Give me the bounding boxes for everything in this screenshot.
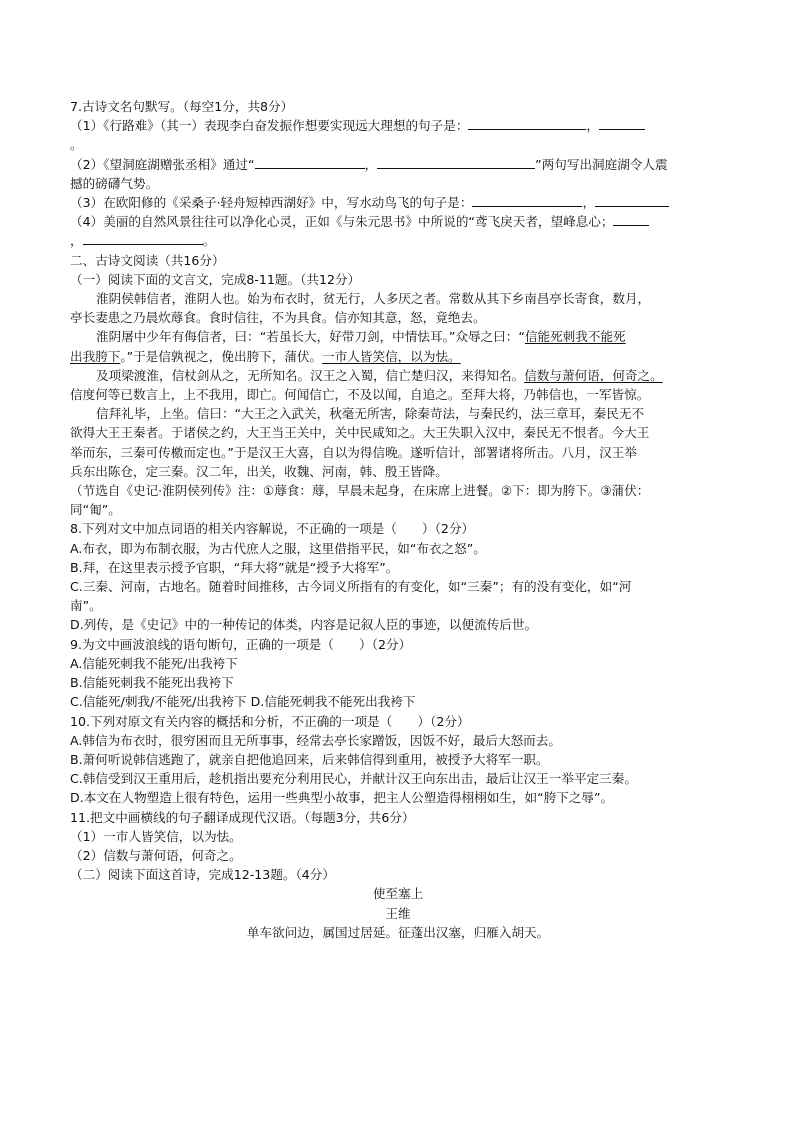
answer-blank[interactable] — [255, 156, 365, 169]
text-line — [70, 539, 726, 558]
line-text: A.韩信为布衣时，很穷困而且无所事事，经常去亭长家蹭饭，因饭不好，最后大怒而去。 — [70, 732, 561, 748]
line-text: （二）阅读下面这首诗，完成12-13题。（4分） — [70, 867, 335, 883]
line-text: C.信能死/刺我/不能死/出我袴下 D.信能死刺我不能死出我袴下 — [70, 694, 416, 710]
line-text: 。 — [70, 137, 83, 153]
text-line — [70, 500, 726, 519]
line-text: 举而东，三秦可传檄而定也。”于是汉王大喜，自以为得信晚。遂听信计，部署诸将所击。八月，汉王举 — [70, 444, 637, 460]
text-line — [70, 673, 726, 692]
text-line — [70, 174, 726, 193]
underlined-sentence: 信数与萧何语，何奇之。 — [524, 367, 663, 383]
text-line — [70, 481, 726, 500]
text-line — [70, 577, 726, 596]
text-line — [70, 270, 726, 289]
line-text: 亭长妻患之乃晨炊蓐食。食时信往，不为具食。信亦知其意，怒，竟绝去。 — [70, 310, 486, 326]
exam-page — [70, 97, 726, 942]
poem-line — [70, 923, 726, 942]
line-text: 9.为文中画波浪线的语句断句，正确的一项是（ ）（2分） — [70, 636, 412, 652]
text-line — [70, 865, 726, 884]
text-line — [70, 366, 726, 385]
line-text: （一）阅读下面的文言文，完成8-11题。（共12分） — [70, 271, 361, 287]
text-line — [70, 519, 726, 538]
text-line — [70, 155, 726, 174]
line-text: 信拜礼毕，上坐。信曰：“大王之入武关，秋毫无所害，除秦苛法，与秦民约，法三章耳，秦民无不 — [96, 406, 645, 422]
line-text: ， — [582, 195, 596, 211]
line-text: 王维 — [385, 905, 411, 921]
line-text: D.列传，是《史记》中的一种传记的体类，内容是记叙人臣的事迹，以便流传后世。 — [70, 617, 538, 633]
line-text: ， — [364, 156, 378, 172]
text-line — [70, 750, 726, 769]
line-text: （3）在欧阳修的《采桑子·轻舟短棹西湖好》中，写水动鸟飞的句子是： — [70, 195, 473, 211]
line-text: C.韩信受到汉王重用后，趁机指出要充分利用民心，并献计汉王向东出击，最后让汉王一举平定三秦。 — [70, 771, 637, 787]
line-text: 单车欲问边，属国过居延。征蓬出汉塞，归雁入胡天。 — [246, 924, 550, 940]
answer-blank[interactable] — [468, 117, 586, 130]
poem-line — [70, 884, 726, 903]
line-text: 及项梁渡淮，信杖剑从之，无所知名。汉王之入蜀，信亡楚归汉，来得知名。 — [96, 367, 525, 383]
text-line — [70, 327, 726, 346]
answer-blank[interactable] — [595, 194, 669, 207]
text-line — [70, 558, 726, 577]
line-text: ， — [586, 118, 600, 134]
line-text: 。”于是信孰视之，俛出胯下，蒲伏。 — [120, 348, 323, 364]
line-text: 撼的磅礴气势。 — [70, 175, 159, 191]
text-line — [70, 731, 726, 750]
text-line — [70, 769, 726, 788]
text-line — [70, 116, 726, 135]
text-line — [70, 654, 726, 673]
line-text: 信度何等已数言上，上不我用，即亡。何闻信亡，不及以闻，自追之。至拜大将，乃韩信也，一军皆惊。 — [70, 387, 650, 403]
line-text: （4）美丽的自然风景往往可以净化心灵，正如《与朱元思书》中所说的“鸢飞戾天者，望峰息心； — [70, 214, 614, 230]
line-text: 10.下列对原文有关内容的概括和分析，不正确的一项是（ ）（2分） — [70, 713, 470, 729]
underlined-sentence: 信能死刺我不能死 — [524, 329, 626, 345]
text-line — [70, 97, 726, 116]
line-text: 兵东出陈仓，定三秦。汉二年，出关，收魏、河南，韩、殷王皆降。 — [70, 463, 448, 479]
line-text: 使至塞上 — [372, 886, 424, 902]
text-line — [70, 404, 726, 423]
line-text: A.布衣，即为布制衣服，为古代庶人之服，这里借指平民，如“布衣之怒”。 — [70, 540, 486, 556]
line-text: 欲得大王王秦者。于诸侯之约，大王当王关中，关中民咸知之。大王失职入汉中，秦民无不恨者。今大王 — [70, 425, 650, 441]
answer-blank[interactable] — [83, 232, 203, 245]
text-line — [70, 827, 726, 846]
line-text: 淮阴侯韩信者，淮阴人也。始为布衣时，贫无行，人多厌之者。常数从其下乡南昌亭长寄食，数月， — [96, 291, 651, 307]
line-text: （节选自《史记·淮阴侯列传》注：①蓐食：蓐，早晨未起身，在床席上进餐。②下：即为胯下。③蒲伏： — [70, 483, 650, 499]
text-line — [70, 692, 726, 711]
underlined-sentence: 一市人皆笑信，以为怯。 — [322, 348, 461, 364]
line-text: B.拜，在这里表示授予官职，“拜大将”就是“授予大将军”。 — [70, 559, 399, 575]
text-line — [70, 289, 726, 308]
line-text: B.萧何听说韩信逃跑了，就亲自把他追回来，后来韩信得到重用，被授予大将军一职。 — [70, 751, 549, 767]
text-line — [70, 596, 726, 615]
text-line — [70, 846, 726, 865]
answer-blank[interactable] — [377, 156, 535, 169]
text-line — [70, 462, 726, 481]
line-text: A.信能死刺我不能死/出我袴下 — [70, 655, 238, 671]
line-text: 同“匍”。 — [70, 502, 121, 518]
text-line — [70, 135, 726, 154]
line-text: 7.古诗文名句默写。（每空1分，共8分） — [70, 99, 294, 114]
line-text: C.三秦、河南，古地名。随着时间推移，古今词义所指有的有变化，如“三秦”；有的没有变化，如“河 — [70, 579, 632, 595]
text-line — [70, 308, 726, 327]
line-text: 淮阴屠中少年有侮信者，曰：“若虽长大，好带刀剑，中情怯耳。”众辱之曰：“ — [96, 329, 525, 345]
line-text: 南”。 — [70, 598, 102, 614]
answer-blank[interactable] — [599, 117, 645, 130]
text-line — [70, 615, 726, 634]
line-text: （1）《行路难》（其一）表现李白奋发振作想要实现远大理想的句子是： — [70, 118, 469, 134]
line-text: （2）信数与萧何语，何奇之。 — [70, 847, 242, 863]
line-text: 。 — [202, 233, 216, 249]
text-line — [70, 808, 726, 827]
text-line — [70, 788, 726, 807]
line-text: ， — [70, 233, 83, 249]
text-line — [70, 423, 726, 442]
text-line — [70, 193, 726, 212]
line-text: （2）《望洞庭湖赠张丞相》通过“ — [70, 156, 255, 172]
text-line — [70, 347, 726, 366]
line-text: 二、古诗文阅读（共16分） — [70, 252, 225, 268]
underlined-sentence: 出我胯下 — [70, 348, 121, 364]
text-line — [70, 385, 726, 404]
line-text: D.本文在人物塑造上很有特色，运用一些典型小故事，把主人公塑造得栩栩如生，如“胯下之辱”。 — [70, 790, 614, 806]
line-text: ”两句写出洞庭湖令人震 — [535, 156, 668, 172]
line-text: 8.下列对文中加点词语的相关内容解说，不正确的一项是（ ）（2分） — [70, 521, 475, 537]
text-line — [70, 251, 726, 270]
text-line — [70, 212, 726, 231]
line-text: B.信能死刺我不能死出我袴下 — [70, 675, 234, 691]
poem-line — [70, 904, 726, 923]
line-text: 11.把文中画横线的句子翻译成现代汉语。（每题3分，共6分） — [70, 809, 415, 825]
text-line — [70, 231, 726, 250]
line-text: （1）一市人皆笑信，以为怯。 — [70, 828, 242, 844]
text-line — [70, 712, 726, 731]
answer-blank[interactable] — [613, 213, 649, 226]
text-line — [70, 443, 726, 462]
text-line — [70, 635, 726, 654]
answer-blank[interactable] — [472, 194, 582, 207]
